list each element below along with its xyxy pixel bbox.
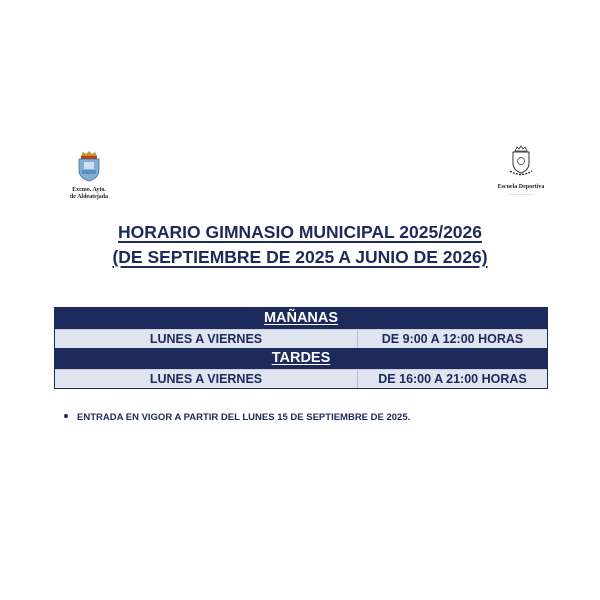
- days-cell: LUNES A VIERNES: [149, 332, 263, 346]
- page-title: [0, 220, 600, 270]
- escuela-deportiva-logo: [486, 145, 556, 195]
- crest-icon: [507, 145, 535, 179]
- left-logo-caption-line2: de Aldeatejada: [69, 194, 109, 200]
- hours-cell: DE 9:00 A 12:00 HORAS: [357, 330, 547, 348]
- right-logo-caption: Escuela Deportiva: [497, 184, 545, 190]
- schedule-row-mananas: [55, 329, 547, 348]
- bullet-icon: [64, 414, 68, 418]
- aldeatejada-coat-of-arms-logo: [54, 150, 124, 201]
- effective-date-note: [64, 412, 410, 423]
- days-cell: LUNES A VIERNES: [149, 372, 263, 386]
- hours-cell: DE 16:00 A 21:00 HORAS: [357, 370, 547, 388]
- right-logo-subline: _______________: [507, 191, 535, 195]
- section-heading-mananas: MAÑANAS: [55, 308, 547, 329]
- section-heading-tardes: TARDES: [55, 348, 547, 369]
- title-line-1: HORARIO GIMNASIO MUNICIPAL 2025/2026: [117, 222, 483, 242]
- schedule-row-tardes: [55, 369, 547, 388]
- coat-of-arms-icon: [74, 150, 104, 182]
- note-text: ENTRADA EN VIGOR A PARTIR DEL LUNES 15 DE SEPTIEMBRE DE 2025.: [77, 412, 411, 423]
- title-line-2: (DE SEPTIEMBRE DE 2025 A JUNIO DE 2026): [112, 247, 488, 267]
- left-logo-caption-line1: Excmo. Ayto.: [72, 187, 106, 193]
- schedule-table: [54, 307, 548, 389]
